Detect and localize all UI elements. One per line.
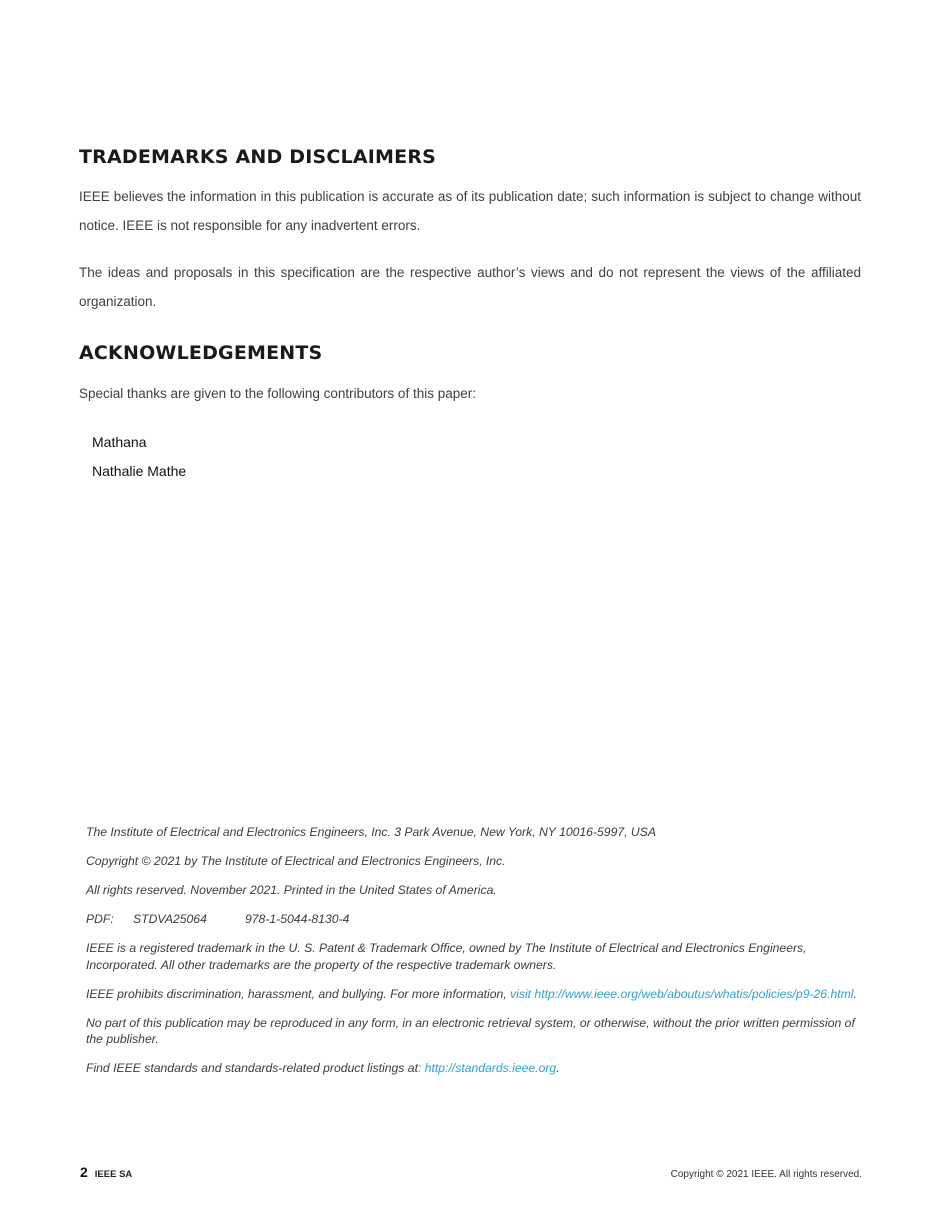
footer-copyright: Copyright © 2021 IEEE. All rights reserved.: [670, 1169, 862, 1180]
acknowledgements-heading: ACKNOWLEDGEMENTS: [79, 342, 323, 364]
trademarks-paragraph-1: IEEE believes the information in this publication is accurate as of its publication date; such information is subject to change without notice. IEEE is not responsible for any inadvertent errors.: [79, 189, 861, 233]
find-text: Find IEEE standards and standards-related product listings at: [86, 1061, 418, 1075]
discrimination-text: IEEE prohibits discrimination, harassment, and bullying. For more information,: [86, 986, 511, 1001]
trademarks-heading: TRADEMARKS AND DISCLAIMERS: [79, 146, 437, 168]
legal-notice-block: [86, 824, 861, 1089]
reproduction-notice: No part of this publication may be reproduced in any form, in an electronic retrieval system, or otherwise, without the prior written permission of the publisher.: [86, 1015, 855, 1046]
pdf-identifier-line: [86, 911, 861, 928]
footer-left: [80, 1164, 132, 1180]
find-end: .: [556, 1061, 560, 1075]
isbn: 978-1-5044-8130-4: [245, 912, 350, 926]
discrimination-notice: [86, 986, 861, 1003]
publisher-address: The Institute of Electrical and Electronics Engineers, Inc. 3 Park Avenue, New York, NY 10016-5997, USA: [86, 825, 656, 839]
contributors-list: [92, 428, 186, 485]
footer-brand: IEEE SA: [94, 1169, 133, 1180]
standards-link[interactable]: : http://standards.ieee.org: [417, 1061, 557, 1075]
trademark-notice: IEEE is a registered trademark in the U. S. Patent & Trademark Office, owned by The Institute of Electrical and Electronics Engineers, Incorporated. All other trademarks are the property of the respective trademark owners.: [86, 941, 807, 972]
standards-listing-notice: [86, 1060, 861, 1077]
contributor-name: Mathana: [92, 434, 147, 450]
page-number: 2: [80, 1164, 88, 1180]
rights-notice: All rights reserved. November 2021. Printed in the United States of America.: [86, 883, 497, 897]
contributor-name: Nathalie Mathe: [92, 462, 187, 479]
trademarks-paragraph-2: The ideas and proposals in this specification are the respective author’s views and do not represent the views of the affiliated organization.: [79, 265, 861, 309]
copyright-notice: Copyright © 2021 by The Institute of Electrical and Electronics Engineers, Inc.: [86, 854, 506, 868]
acknowledgements-intro: Special thanks are given to the following contributors of this paper:: [79, 386, 476, 401]
discrimination-end: .: [853, 986, 857, 1001]
pdf-code: STDVA25064: [133, 912, 207, 926]
policy-link[interactable]: visit http://www.ieee.org/web/aboutus/whatis/policies/p9-26.html: [510, 986, 854, 1001]
pdf-label: PDF:: [86, 912, 114, 926]
